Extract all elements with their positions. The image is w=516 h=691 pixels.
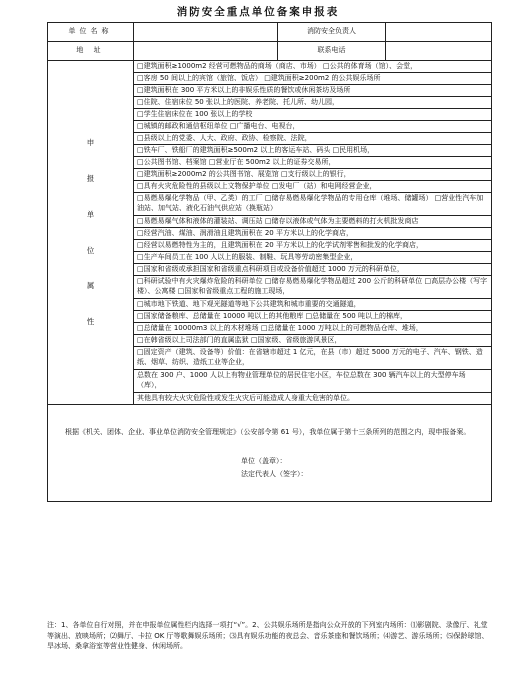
attribute-item[interactable]: □经营汽油、煤油、润滑油且建筑面积在 20 平方米以上的化学商店， bbox=[134, 228, 492, 240]
unit-seal-label[interactable]: 单位（盖章）： bbox=[241, 457, 287, 466]
filing-table bbox=[47, 22, 492, 502]
footnote: 注：1、各单位自行对照，并在申报单位属性栏内选择一项打“√”。2、公共娱乐场所是指向公众开放的下列室内场所：⑴影剧院、录像厅、礼堂等演出、放映场所；⑵舞厅、卡拉 OK 厅等歌舞娱乐场所；⑶具有娱乐功能的夜总会、音乐茶座和餐饮场所；⑷游艺、游乐场所；⑸保龄球馆、旱冰场、桑拿浴室等营业性健身、休闲场所。 bbox=[47, 621, 489, 650]
attribute-item[interactable]: □具有火灾危险性的县级以上文物保护单位 □发电厂（站）和电网经营企业， bbox=[134, 181, 492, 193]
attribute-item[interactable]: □建筑面积≥2000m2 的公共图书馆、展览馆 □支行级以上的银行， bbox=[134, 169, 492, 181]
phone-field[interactable] bbox=[386, 42, 492, 61]
address-field[interactable] bbox=[134, 42, 278, 61]
attribute-item[interactable]: □铁车厂、铁船厂的建筑面积≥500m2 以上的客运车站、码头 □民用机场， bbox=[134, 145, 492, 157]
fire-person-field[interactable] bbox=[386, 23, 492, 42]
attribute-item[interactable]: □县级以上的党委、人大、政府、政协、检察院、法院， bbox=[134, 133, 492, 145]
phone-label: 联系电话 bbox=[278, 42, 386, 61]
attribute-item[interactable]: □固定资产（建筑、设备等）价值：在省辖市超过 1 亿元，在县（市）超过 5000 万元的电子、汽车、钢铁、造纸、烟草、纺织、造纸工业等企业， bbox=[134, 347, 492, 370]
side-label-char: 报 bbox=[86, 173, 95, 183]
attribute-item[interactable]: □城市地下铁道、地下观光隧道等地下公共建筑和城市重要的交通隧道， bbox=[134, 299, 492, 311]
unit-name-label: 单位名称 bbox=[48, 23, 134, 42]
attribute-item[interactable]: □总储量在 10000m3 以上的木材堆场 □总储量在 1000 万吨以上的可燃物品仓库、堆场， bbox=[134, 323, 492, 335]
side-label-char: 申 bbox=[86, 138, 95, 148]
attribute-item[interactable]: 其他具有较大火灾危险性或发生火灾后可能造成人身重大危害的单位。 bbox=[134, 393, 492, 405]
attribute-item[interactable]: □城镇的邮政和通信枢纽单位 □广播电台、电视台， bbox=[134, 121, 492, 133]
attribute-item[interactable]: □国家和省级或承担国家和省级重点科研项目或设备价值超过 1000 万元的科研单位， bbox=[134, 264, 492, 276]
side-label-char: 位 bbox=[86, 245, 95, 255]
legal-rep-label[interactable]: 法定代表人（签字）： bbox=[241, 470, 308, 479]
attribute-item[interactable]: □国家储备粮库、总储量在 10000 吨以上的其他粮库 □总储量在 500 吨以上的棉库， bbox=[134, 311, 492, 323]
row-address bbox=[48, 42, 492, 61]
attribute-row bbox=[48, 61, 492, 73]
address-label: 地 址 bbox=[48, 42, 134, 61]
attribute-item[interactable]: □在韩省级以上司法部门的直属监狱 □国家级、省级旅游风景区， bbox=[134, 335, 492, 347]
unit-name-field[interactable] bbox=[134, 23, 278, 42]
closing-text: 根据《机关、团体、企业、事业单位消防安全管理规定》（公安部令第 61 号），我单位属于第十三条所列的范围之内，现申报备案。 bbox=[65, 427, 471, 436]
row-unit-name bbox=[48, 23, 492, 42]
side-label-char: 单 bbox=[86, 209, 95, 219]
attribute-item[interactable]: □学生住宿床位在 100 张以上的学校 bbox=[134, 109, 492, 121]
attribute-item[interactable]: □建筑面积≥1000m2 经营可燃物品的商场（商店、市场） □公共的体育场（馆）、会堂， bbox=[134, 61, 492, 73]
form-title: 消防安全重点单位备案申报表 bbox=[176, 6, 340, 18]
attribute-item[interactable]: □易燃易爆气体和液体的灌装站、调压站 □储存以液体或气体为主要燃料的打火机批发商店 bbox=[134, 216, 492, 228]
side-label-char: 属 bbox=[86, 281, 95, 291]
attribute-item[interactable]: □易燃易爆化学物品（甲、乙类）的工厂 □储存易燃易爆化学物品的专用仓库（堆场、储罐场） □营业性汽车加油站、加气站、液化石油气供应站（换瓶站） bbox=[134, 193, 492, 216]
attribute-item[interactable]: □住院、住宿床位 50 张以上的医院、养老院、托儿所、幼儿园， bbox=[134, 97, 492, 109]
attribute-item[interactable]: □建筑面积在 300 平方米以上的非娱乐性质的餐饮或休闲茶坊及场所 bbox=[134, 85, 492, 97]
closing-row bbox=[48, 405, 492, 502]
attribute-item[interactable]: □公共图书馆、档案馆 □营业厅在 500m2 以上的证券交易所， bbox=[134, 157, 492, 169]
closing-cell bbox=[48, 405, 492, 502]
attribute-item[interactable]: □科研试验中有火灾爆炸危险的科研单位 □储存易燃易爆化学物品超过 200 公斤的科研单位 □高层办公楼（写字楼）、公寓楼 □国家和省级重点工程的施工现场， bbox=[134, 276, 492, 299]
side-label-char: 性 bbox=[86, 317, 95, 327]
attribute-rows bbox=[48, 61, 492, 405]
attribute-item[interactable]: □经营以易燃特性为主的，且建筑面积在 20 平方米以上的化学试剂零售和批发的化学商店， bbox=[134, 240, 492, 252]
attribute-item[interactable]: □生产车间员工在 100 人以上的服装、制鞋、玩具等劳动密集型企业， bbox=[134, 252, 492, 264]
attribute-item[interactable]: □客房 50 间以上的宾馆（旅馆、饭店） □建筑面积≥200m2 的公共娱乐场所 bbox=[134, 73, 492, 85]
fire-person-label: 消防安全负责人 bbox=[278, 23, 386, 42]
side-label bbox=[48, 61, 134, 405]
attribute-item[interactable]: 总数在 300 户、1000 人以上有物业管理单位的居民住宅小区，车位总数在 300 辆汽车以上的大型停车场（库）， bbox=[134, 370, 492, 393]
